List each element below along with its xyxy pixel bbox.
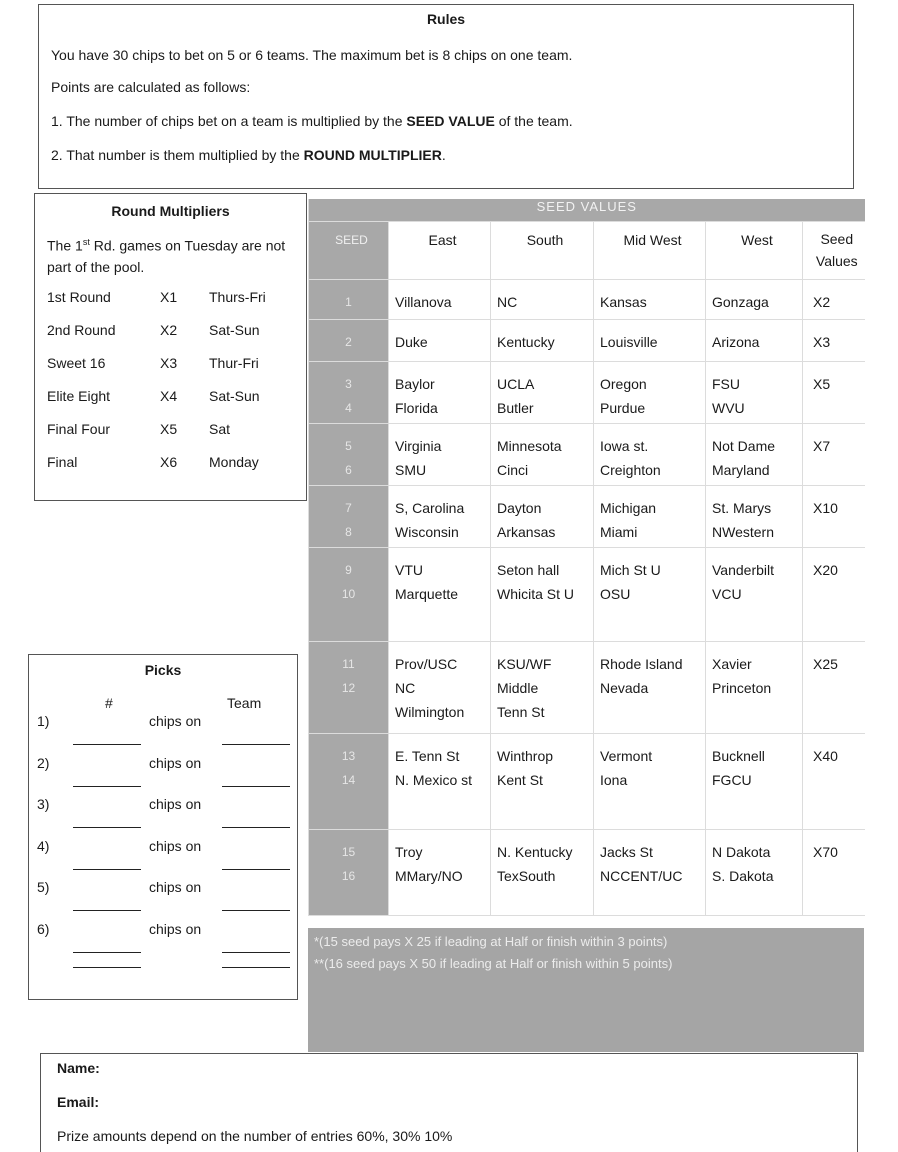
south-cell: UCLA Butler <box>491 362 594 424</box>
west-cell: Not Dame Maryland <box>706 424 803 486</box>
seed-row <box>309 642 865 734</box>
prize-text: Prize amounts depend on the number of entries 60%, 30% 10% <box>57 1128 453 1144</box>
pick-row <box>29 796 297 836</box>
pick-chips-blank[interactable] <box>73 786 141 787</box>
pick-team-blank[interactable] <box>222 952 290 953</box>
pick-chips-blank[interactable] <box>73 827 141 828</box>
east-cell: Villanova <box>389 280 491 320</box>
round-row: 1st Round X1 Thurs-Fri <box>47 289 266 305</box>
pick-team-blank[interactable] <box>222 827 290 828</box>
east-cell: VTU Marquette <box>389 548 491 642</box>
chips-on-label: chips on <box>149 713 202 729</box>
header-east: East <box>389 222 491 280</box>
seed-multiplier: X3 <box>803 320 865 362</box>
header-seed-values: Seed Values <box>803 222 865 280</box>
picks-col-team: Team <box>227 695 262 711</box>
south-cell: Winthrop Kent St <box>491 734 594 830</box>
west-cell: FSU WVU <box>706 362 803 424</box>
rules-line-4: 2. That number is them multiplied by the ROUND MULTIPLIER. <box>51 147 446 163</box>
seed-multiplier: X5 <box>803 362 865 424</box>
midwest-cell: Kansas <box>594 280 706 320</box>
pick-row <box>29 755 297 795</box>
seed-multiplier: X40 <box>803 734 865 830</box>
seed-cell: 7 8 <box>309 486 389 548</box>
seed-row <box>309 486 865 548</box>
south-cell: Kentucky <box>491 320 594 362</box>
south-cell: NC <box>491 280 594 320</box>
email-label: Email: <box>57 1094 100 1110</box>
pick-chips-blank[interactable] <box>73 744 141 745</box>
seed-cell: 13 14 <box>309 734 389 830</box>
round-row: 2nd Round X2 Sat-Sun <box>47 322 260 338</box>
east-cell: Virginia SMU <box>389 424 491 486</box>
midwest-cell: Iowa st. Creighton <box>594 424 706 486</box>
seed-cell: 3 4 <box>309 362 389 424</box>
west-cell: Vanderbilt VCU <box>706 548 803 642</box>
east-cell: Troy MMary/NO <box>389 830 491 916</box>
midwest-cell: Vermont Iona <box>594 734 706 830</box>
east-cell: Duke <box>389 320 491 362</box>
pick-row <box>29 713 297 753</box>
round-row: Final X6 Monday <box>47 454 259 470</box>
pick-number: 2) <box>37 755 50 771</box>
west-cell: Bucknell FGCU <box>706 734 803 830</box>
pick-row <box>29 921 297 961</box>
chips-on-label: chips on <box>149 838 202 854</box>
entry-box <box>40 1053 858 1152</box>
pick-team-blank[interactable] <box>222 910 290 911</box>
seed-row <box>309 280 865 320</box>
pick-row <box>29 838 297 878</box>
chips-on-label: chips on <box>149 796 202 812</box>
pick-team-blank[interactable] <box>222 786 290 787</box>
footnotes-panel <box>308 928 864 1052</box>
footnote-16-seed: **(16 seed pays X 50 if leading at Half or finish within 5 points) <box>314 956 673 971</box>
midwest-cell: Jacks St NCCENT/UC <box>594 830 706 916</box>
picks-box <box>28 654 298 1000</box>
south-cell: Seton hall Whicita St U <box>491 548 594 642</box>
round-row: Sweet 16 X3 Thur-Fri <box>47 355 259 371</box>
west-cell: Xavier Princeton <box>706 642 803 734</box>
round-row: Elite Eight X4 Sat-Sun <box>47 388 260 404</box>
pick-chips-blank[interactable] <box>73 910 141 911</box>
south-cell: Minnesota Cinci <box>491 424 594 486</box>
pick-team-blank[interactable] <box>222 869 290 870</box>
pick-row <box>29 879 297 919</box>
pick-team-blank[interactable] <box>222 744 290 745</box>
seed-multiplier: X2 <box>803 280 865 320</box>
seed-row <box>309 320 865 362</box>
seed-row <box>309 424 865 486</box>
chips-on-label: chips on <box>149 879 202 895</box>
chips-on-label: chips on <box>149 755 202 771</box>
midwest-cell: Mich St U OSU <box>594 548 706 642</box>
pick-number: 4) <box>37 838 50 854</box>
south-cell: Dayton Arkansas <box>491 486 594 548</box>
seed-cell: 1 <box>309 280 389 320</box>
east-cell: Prov/USC NC Wilmington <box>389 642 491 734</box>
pick-number: 6) <box>37 921 50 937</box>
east-cell: S, Carolina Wisconsin <box>389 486 491 548</box>
west-cell: Arizona <box>706 320 803 362</box>
seed-header-row <box>309 222 865 280</box>
seed-row <box>309 548 865 642</box>
header-south: South <box>491 222 594 280</box>
seed-cell: 5 6 <box>309 424 389 486</box>
seed-cell: 9 10 <box>309 548 389 642</box>
pick-blank-extra[interactable] <box>73 967 141 968</box>
midwest-cell: Louisville <box>594 320 706 362</box>
header-midwest: Mid West <box>594 222 706 280</box>
picks-col-num: # <box>105 695 113 711</box>
picks-title: Picks <box>144 662 182 678</box>
seed-cell: 2 <box>309 320 389 362</box>
pick-blank-extra[interactable] <box>222 967 290 968</box>
east-cell: Baylor Florida <box>389 362 491 424</box>
seed-row <box>309 734 865 830</box>
seed-multiplier: X7 <box>803 424 865 486</box>
west-cell: Gonzaga <box>706 280 803 320</box>
midwest-cell: Michigan Miami <box>594 486 706 548</box>
seed-multiplier: X70 <box>803 830 865 916</box>
header-west: West <box>706 222 803 280</box>
chips-on-label: chips on <box>149 921 202 937</box>
footnote-15-seed: *(15 seed pays X 25 if leading at Half or finish within 3 points) <box>314 934 668 949</box>
seed-multiplier: X25 <box>803 642 865 734</box>
round-multipliers-box <box>34 193 307 501</box>
west-cell: St. Marys NWestern <box>706 486 803 548</box>
midwest-cell: Rhode Island Nevada <box>594 642 706 734</box>
midwest-cell: Oregon Purdue <box>594 362 706 424</box>
pick-number: 3) <box>37 796 50 812</box>
seed-values-table <box>308 199 865 916</box>
header-seed: SEED <box>309 222 389 280</box>
pick-chips-blank[interactable] <box>73 869 141 870</box>
rules-title: Rules <box>426 11 466 27</box>
rules-line-3: 1. The number of chips bet on a team is multiplied by the SEED VALUE of the team. <box>51 113 573 129</box>
rules-line-1: You have 30 chips to bet on 5 or 6 teams. The maximum bet is 8 chips on one team. <box>51 47 573 63</box>
south-cell: KSU/WF Middle Tenn St <box>491 642 594 734</box>
rules-line-2: Points are calculated as follows: <box>51 79 251 95</box>
pick-chips-blank[interactable] <box>73 952 141 953</box>
pick-number: 5) <box>37 879 50 895</box>
seed-cell: 15 16 <box>309 830 389 916</box>
west-cell: N Dakota S. Dakota <box>706 830 803 916</box>
south-cell: N. Kentucky TexSouth <box>491 830 594 916</box>
seed-multiplier: X10 <box>803 486 865 548</box>
seed-multiplier: X20 <box>803 548 865 642</box>
round-multipliers-note: The 1st Rd. games on Tuesday are not part of the pool. <box>47 237 286 275</box>
seed-values-title: SEED VALUES <box>309 199 865 222</box>
seed-row <box>309 830 865 916</box>
seed-row <box>309 362 865 424</box>
east-cell: E. Tenn St N. Mexico st <box>389 734 491 830</box>
round-row: Final Four X5 Sat <box>47 421 231 437</box>
rules-box <box>38 4 854 189</box>
seed-cell: 11 12 <box>309 642 389 734</box>
name-label: Name: <box>57 1060 100 1076</box>
round-multipliers-title: Round Multipliers <box>111 203 230 219</box>
pick-number: 1) <box>37 713 50 729</box>
